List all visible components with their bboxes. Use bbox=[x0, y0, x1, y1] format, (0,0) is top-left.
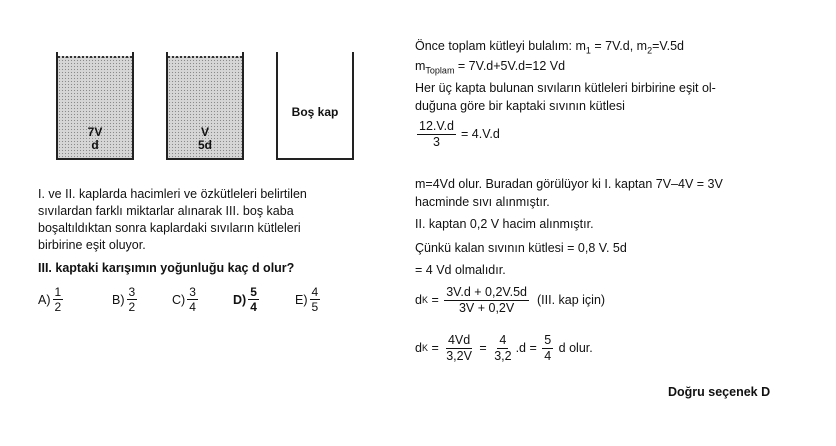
solution-line-8: Çünkü kalan sıvının kütlesi = 0,8 V. 5d bbox=[415, 241, 627, 255]
container-1-density: d bbox=[91, 138, 99, 152]
option-c-letter: C) bbox=[172, 292, 186, 307]
formula-density-1: d K = $\frac{3V.d + 0,2V.5d}{3V + 0,2V}$ (III. kap için) bbox=[415, 285, 606, 315]
solution-line-9: = 4 Vd olmalıdır. bbox=[415, 263, 506, 277]
solution-line-3: Her üç kapta bulunan sıvıların kütleleri birbirine eşit ol- bbox=[415, 81, 716, 95]
question-line-3: boşaltıldıktan sonra kaplardaki sıvıların kütleleri bbox=[38, 221, 301, 235]
option-a-den: 2 bbox=[54, 300, 62, 314]
question-line-1: I. ve II. kaplarda hacimleri ve özkütleleri belirtilen bbox=[38, 187, 307, 201]
formula-density-2: d K = $\frac{4Vd}{3,2V}$ = $\frac{4}{3,2}$ .d = $\frac{5}{4}$ d olur. bbox=[415, 333, 593, 363]
container-3 bbox=[276, 52, 354, 160]
option-d[interactable] bbox=[233, 286, 261, 313]
option-e-den: 5 bbox=[311, 300, 319, 314]
option-c[interactable] bbox=[172, 286, 200, 313]
question-prompt: III. kaptaki karışımın yoğunluğu kaç d olur? bbox=[38, 261, 295, 275]
option-e-letter: E) bbox=[295, 292, 308, 307]
solution-line-7: II. kaptan 0,2 V hacim alınmıştır. bbox=[415, 217, 594, 231]
solution-line-2: $m_{Toplam} = 7V.d+5V.d=12$ Vd bbox=[415, 59, 566, 76]
option-d-num: 5 bbox=[250, 285, 257, 299]
option-a[interactable] bbox=[38, 286, 65, 313]
container-2 bbox=[166, 52, 244, 160]
formula-mass-per-container: $\frac{12.V.d}{3}$ = 4.V.d bbox=[419, 119, 500, 149]
option-e[interactable] bbox=[295, 286, 322, 313]
solution-line-6: hacminde sıvı alınmıştır. bbox=[415, 195, 550, 209]
option-a-num: 1 bbox=[54, 285, 62, 299]
option-a-letter: A) bbox=[38, 292, 51, 307]
container-1 bbox=[56, 52, 134, 160]
solution-line-5: m=4Vd olur. Buradan görülüyor ki I. kaptan 7V–4V = 3V bbox=[415, 177, 723, 191]
option-b[interactable] bbox=[112, 286, 139, 313]
correct-answer: Doğru seçenek D bbox=[668, 385, 771, 399]
container-3-label: Boş kap bbox=[291, 105, 339, 119]
option-c-den: 4 bbox=[189, 300, 196, 314]
question-line-2: sıvılardan farklı miktarlar alınarak III. boş kaba bbox=[38, 204, 294, 218]
option-b-den: 2 bbox=[128, 300, 136, 314]
option-d-den: 4 bbox=[250, 300, 257, 314]
option-c-num: 3 bbox=[189, 285, 196, 299]
option-b-num: 3 bbox=[128, 285, 136, 299]
option-e-num: 4 bbox=[311, 285, 319, 299]
container-1-volume: 7V bbox=[87, 125, 103, 139]
solution-line-1: Önce toplam kütleyi bulalım: $m_1 = 7V.d$, $m_2=V.5d$ bbox=[415, 39, 684, 56]
container-2-density: 5d bbox=[197, 138, 212, 152]
option-d-letter: D) bbox=[233, 292, 247, 307]
solution-line-4: duğuna göre bir kaptaki sıvının kütlesi bbox=[415, 99, 625, 113]
container-2-volume: V bbox=[200, 125, 209, 139]
option-b-letter: B) bbox=[112, 292, 125, 307]
question-line-4: birbirine eşit oluyor. bbox=[38, 238, 146, 252]
